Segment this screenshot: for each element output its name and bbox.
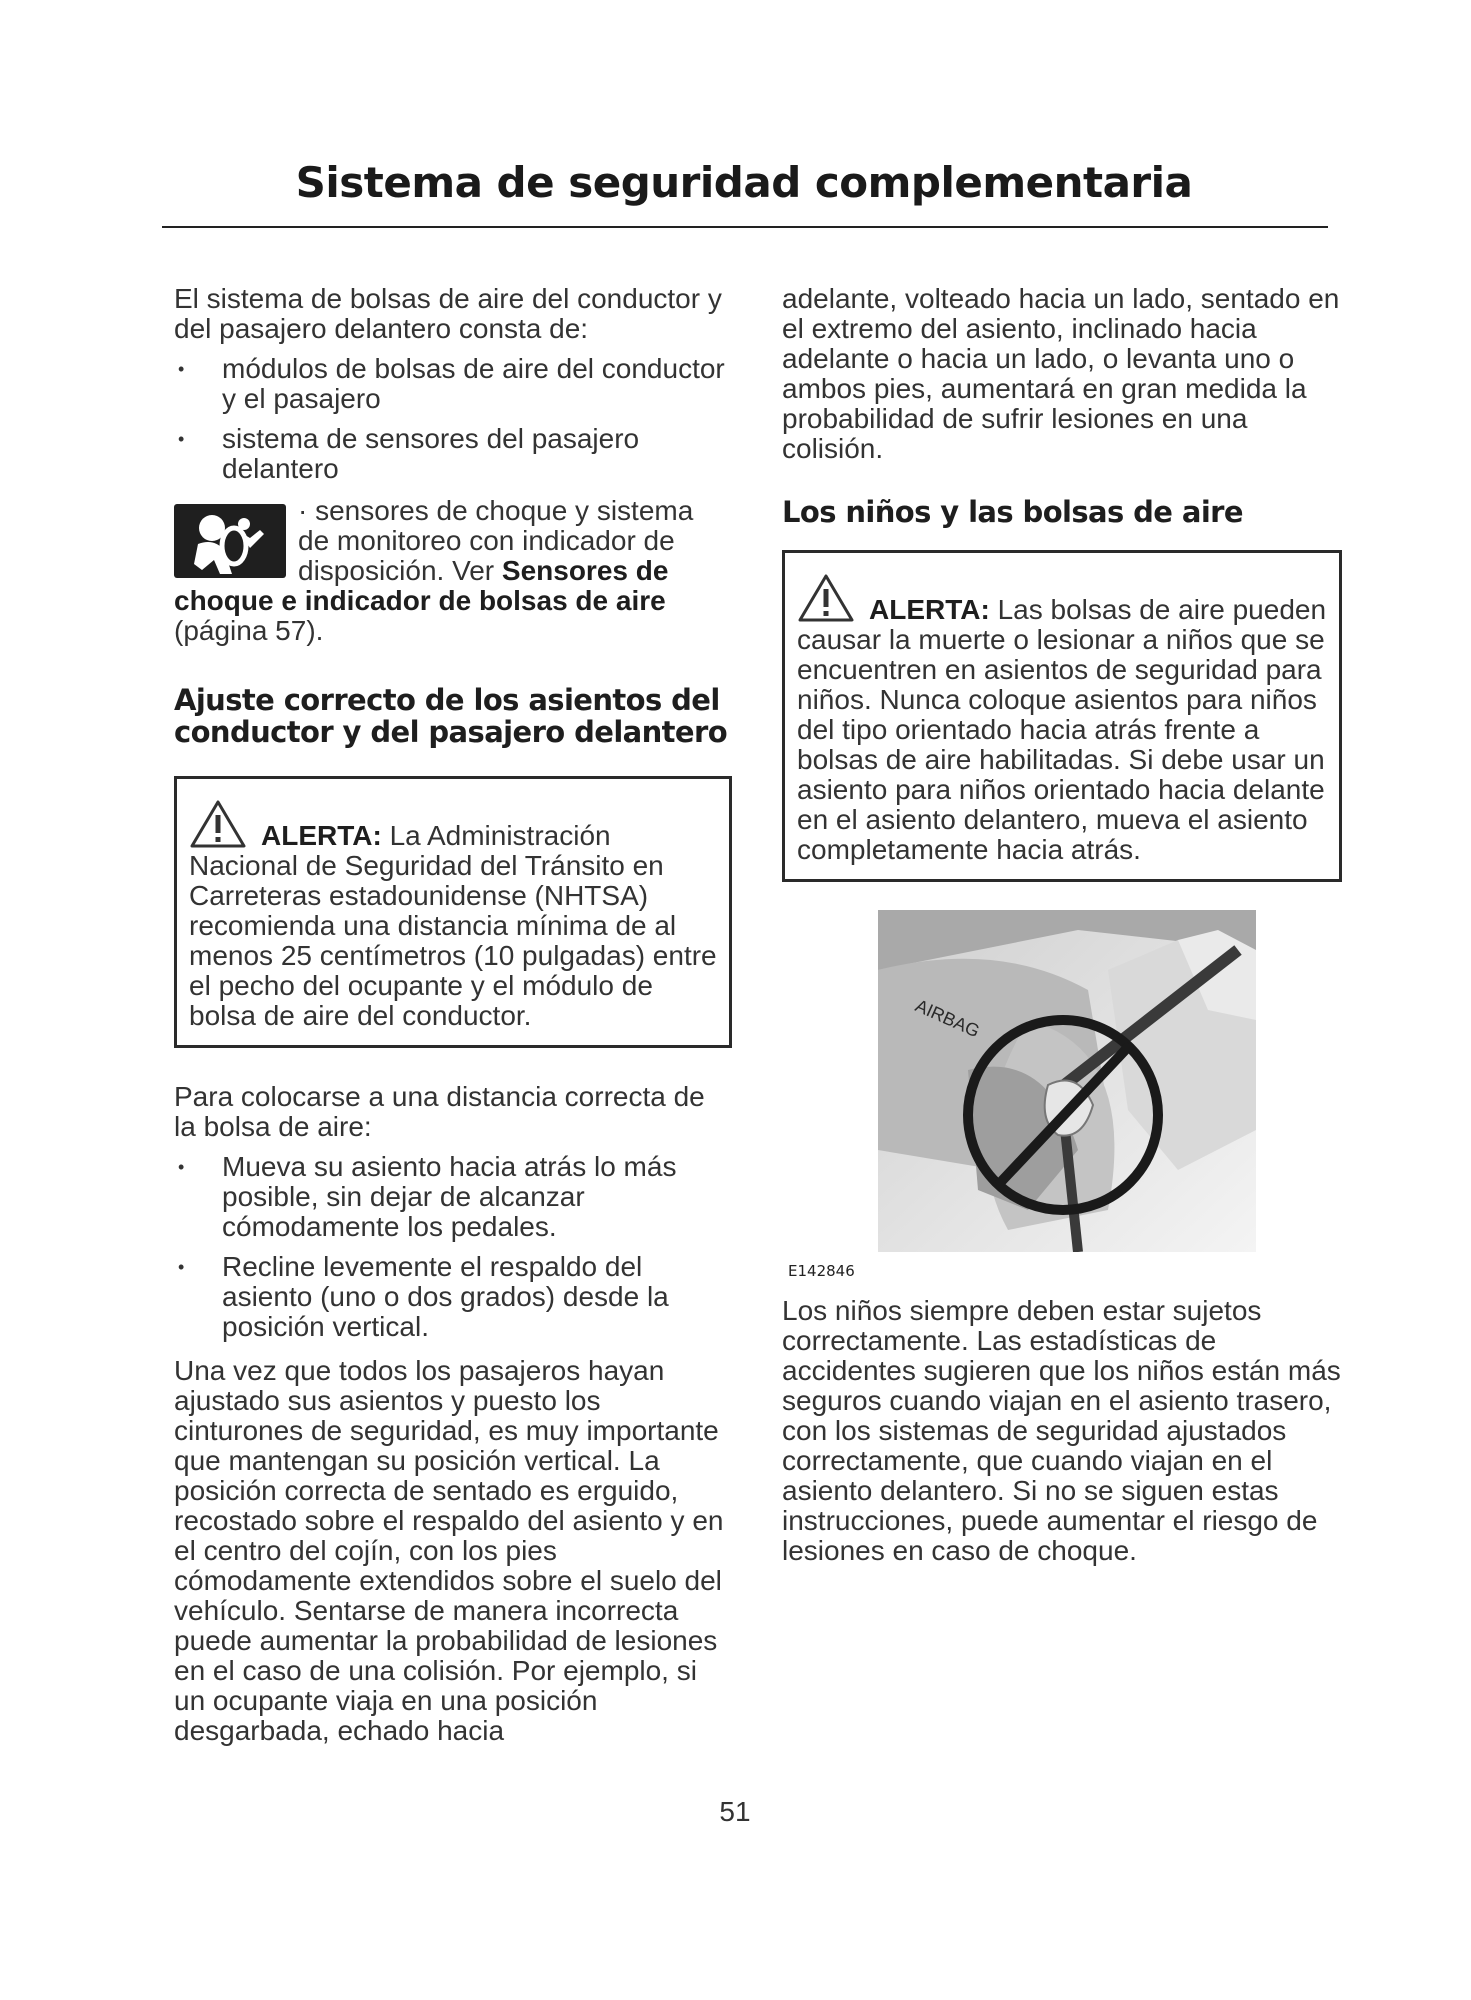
alert-label: ALERTA: <box>869 594 990 625</box>
seating-position-paragraph: Una vez que todos los pasajeros hayan ajustado sus asientos y puesto los cinturones de seguridad, es muy importante que mantengan su posición vertical. La posición correcta de sentado es erguido, recostado sobre el respaldo del asiento y en el centro del cojín, con los pies cómodamente extendidos sobre el suelo del vehículo. Sentarse de manera incorrecta puede aumentar la probabilidad de lesiones en el caso de una colisión. Por ejemplo, si un ocupante viaja en una posición desgarbada, echado hacia <box>174 1355 724 1746</box>
list-item: • Mueva su asiento hacia atrás lo más posible, sin dejar de alcanzar cómodamente los pedales. <box>174 1152 732 1242</box>
rear-facing-child-seat-prohibited-image <box>878 910 1256 1252</box>
child-safety-paragraph: Los niños siempre deben estar sujetos correctamente. Las estadísticas de accidentes sugieren que los niños están más seguros cuando viajan en el asiento trasero, con los sistemas de seguridad ajustados correctamente, que cuando viajan en el asiento delantero. Si no se siguen estas instrucciones, puede aumentar el riesgo de lesiones en caso de choque. <box>782 1295 1341 1566</box>
page-number: 51 <box>719 1796 751 1827</box>
left-column <box>174 284 732 1746</box>
airbag-components-list <box>174 354 732 484</box>
warning-triangle-icon <box>797 573 855 623</box>
children-airbags-heading: Los niños y las bolsas de aire <box>782 495 1243 529</box>
right-column <box>782 284 1342 1566</box>
list-item: • sistema de sensores del pasajero delantero <box>174 424 732 484</box>
list-item: • módulos de bolsas de aire del conductor y el pasajero <box>174 354 732 414</box>
nhtsa-alert-box <box>174 776 732 1048</box>
child-seat-alert-box <box>782 550 1342 882</box>
crash-sensor-reference-link[interactable]: Sensores de choque e indicador de bolsas de aire <box>174 555 669 616</box>
alert-text: La Administración Nacional de Seguridad del Tránsito en Carreteras estadounidense (NHTSA) recomienda una distancia mínima de al menos 25 centímetros (10 pulgadas) entre el pecho del ocupante y el módulo de bolsa de aire del conductor. <box>189 820 717 1031</box>
airbag-indicator-icon <box>174 504 286 578</box>
figure-label: E142846 <box>788 1262 855 1280</box>
distance-steps-list <box>174 1152 732 1342</box>
crash-sensor-page-ref: (página 57). <box>174 615 324 646</box>
seat-adjustment-heading: Ajuste correcto de los asientos del conductor y del pasajero delantero <box>174 683 728 749</box>
page-title: Sistema de seguridad complementaria <box>295 158 1193 207</box>
alert-text: Las bolsas de aire pueden causar la muerte o lesionar a niños que se encuentren en asientos de seguridad para niños. Nunca coloque asientos para niños del tipo orientado hacia atrás frente a bolsas de aire habilitadas. Si debe usar un asiento para niños orientado hacia delante en el asiento delantero, mueva el asiento completamente hacia atrás. <box>797 594 1327 865</box>
alert-label: ALERTA: <box>261 820 382 851</box>
warning-triangle-icon <box>189 799 247 849</box>
crash-sensor-item <box>174 496 732 646</box>
airbag-system-intro: El sistema de bolsas de aire del conductor y del pasajero delantero consta de: <box>174 283 722 344</box>
continuation-paragraph: adelante, volteado hacia un lado, sentado en el extremo del asiento, inclinado hacia adelante o hacia un lado, o levanta uno o ambos pies, aumentará en gran medida la probabilidad de sufrir lesiones en una colisión. <box>782 283 1340 464</box>
distance-intro: Para colocarse a una distancia correcta de la bolsa de aire: <box>174 1081 705 1142</box>
crash-sensor-text: · sensores de choque y sistema de monitoreo con indicador de disposición. Ver <box>298 495 694 586</box>
child-seat-illustration <box>782 910 1342 1280</box>
list-item: • Recline levemente el respaldo del asiento (uno o dos grados) desde la posición vertical. <box>174 1252 732 1342</box>
title-rule <box>162 226 1328 228</box>
airbag-label: AIRBAG <box>912 995 983 1042</box>
